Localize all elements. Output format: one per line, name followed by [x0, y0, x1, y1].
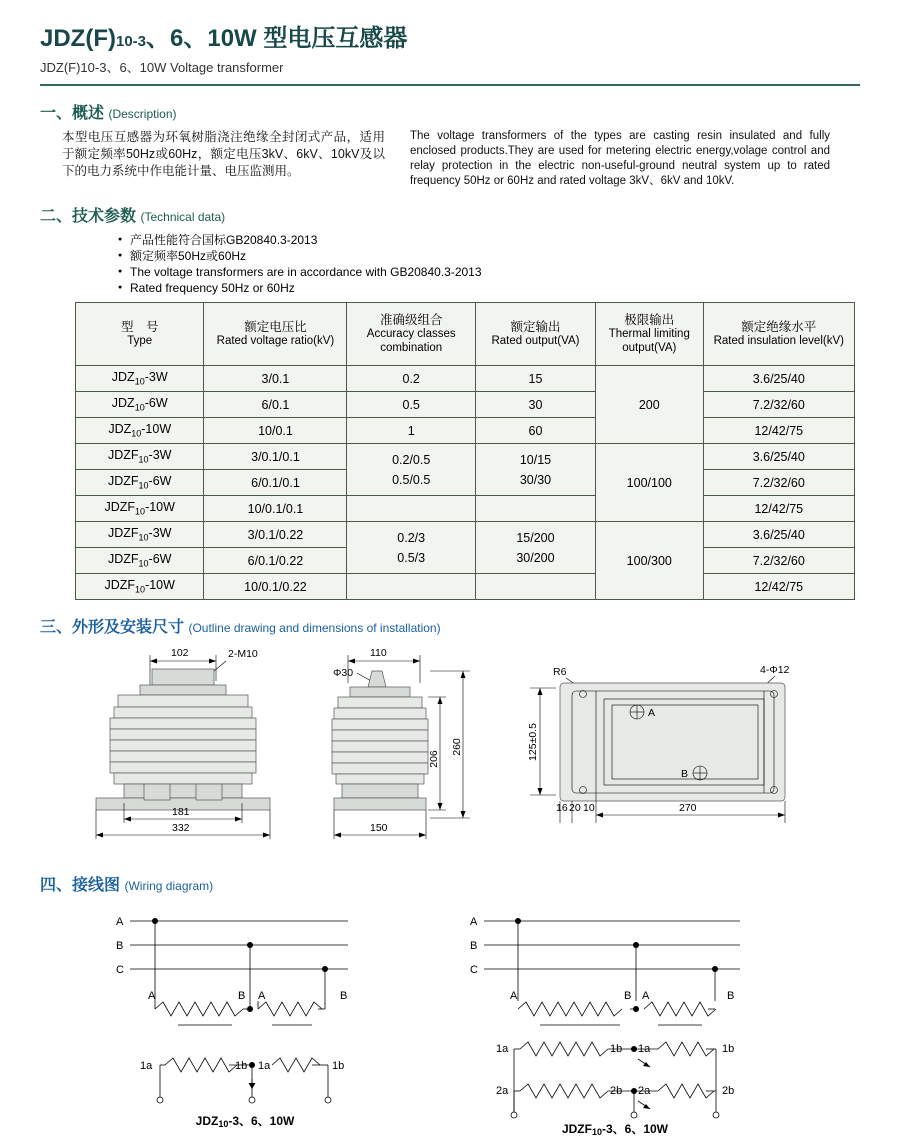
cell-output: [475, 574, 595, 600]
type-post: -6W: [148, 552, 172, 567]
cell-type: [76, 366, 204, 392]
title-rest: 、6、10W 型电压互感器: [146, 25, 408, 52]
section3-cn: 三、外形及安装尺寸: [40, 619, 185, 636]
cap-sub: 10: [591, 1127, 602, 1137]
section-heading-technical-data: [40, 203, 900, 226]
type-pre: JDZF: [107, 526, 139, 541]
svg-text:C: C: [470, 964, 478, 976]
svg-text:A: A: [648, 707, 656, 719]
type-pre: JDZF: [107, 552, 139, 567]
title-main: JDZ(F): [40, 25, 116, 52]
type-pre: JDZF: [107, 474, 139, 489]
table-body: [76, 366, 855, 600]
cap-pre: JDZ: [195, 1114, 219, 1128]
cell-type: [76, 522, 204, 548]
cell-type: [76, 418, 204, 444]
svg-text:110: 110: [370, 647, 387, 659]
cell-output: [475, 522, 595, 574]
cell-insulation: 7.2/32/60: [703, 392, 854, 418]
cell-ratio: 6/0.1: [204, 392, 347, 418]
cell-accuracy: 0.2: [347, 366, 475, 392]
type-post: -3W: [144, 370, 168, 385]
svg-text:1a: 1a: [140, 1060, 153, 1072]
svg-text:2a: 2a: [638, 1085, 651, 1097]
description-cn: 本型电压互感器为环氧树脂浇注绝缘全封闭式产品，适用于额定频率50Hz或60Hz，额定电压3kV、6kV、10kV及以下的电力系统中作电能计量、电压监测用。: [62, 130, 385, 178]
cell-insulation: 3.6/25/40: [703, 366, 854, 392]
section2-cn: 二、技术参数: [40, 208, 137, 225]
type-sub: 10: [134, 402, 145, 413]
svg-text:A: A: [116, 916, 124, 928]
type-post: -3W: [148, 448, 172, 463]
wiring-left-caption: [196, 1114, 295, 1129]
svg-text:2b: 2b: [610, 1085, 623, 1097]
cell-ratio: 3/0.1/0.1: [204, 444, 347, 470]
wiring-diagrams: [0, 897, 900, 1142]
document-header: [0, 0, 900, 76]
svg-text:4-Φ12: 4-Φ12: [760, 664, 790, 676]
svg-text:B: B: [727, 990, 735, 1002]
type-sub: 10: [131, 428, 142, 439]
table-header-cell: [204, 303, 347, 366]
type-post: -10W: [145, 500, 175, 515]
svg-text:1b: 1b: [610, 1043, 623, 1055]
type-post: -6W: [144, 396, 168, 411]
svg-text:B: B: [238, 990, 246, 1002]
cell-ratio: 3/0.1: [204, 366, 347, 392]
th-en: Rated voltage ratio(kV): [216, 335, 335, 347]
svg-text:20: 20: [569, 802, 581, 814]
svg-text:C: C: [116, 964, 124, 976]
svg-text:102: 102: [171, 647, 189, 659]
svg-text:150: 150: [370, 822, 388, 834]
base-view: [527, 664, 790, 823]
table-header-row: [76, 303, 855, 366]
svg-text:B: B: [340, 990, 348, 1002]
cell-type: [76, 574, 204, 600]
cell-thermal: 100/300: [596, 522, 704, 600]
table-row: [76, 392, 855, 418]
cell-insulation: 3.6/25/40: [703, 522, 854, 548]
cell-accuracy: 1: [347, 418, 475, 444]
cell-output: [475, 444, 595, 496]
th-cn: 额定电压比: [244, 320, 307, 334]
svg-text:Φ30: Φ30: [333, 667, 354, 679]
cell-thermal: 100/100: [596, 444, 704, 522]
svg-text:1a: 1a: [496, 1043, 509, 1055]
type-sub: 10: [138, 532, 149, 543]
page-subtitle: JDZ(F)10-3、6、10W Voltage transformer: [40, 60, 284, 75]
th-cn: 型 号: [120, 320, 159, 334]
wiring-right-caption: [562, 1122, 669, 1137]
cell-output: 30: [475, 392, 595, 418]
cell-accuracy: [347, 522, 475, 574]
cell-ratio: 10/0.1/0.22: [204, 574, 347, 600]
th-cn: 额定输出: [510, 320, 561, 334]
cell-insulation: 7.2/32/60: [703, 470, 854, 496]
svg-text:2a: 2a: [496, 1085, 509, 1097]
table-header-cell: [347, 303, 475, 366]
cell-output: 60: [475, 418, 595, 444]
title-sub: 10-3: [115, 33, 147, 50]
section4-en: (Wiring diagram): [124, 879, 214, 893]
cell-insulation: 12/42/75: [703, 574, 854, 600]
svg-text:B: B: [624, 990, 632, 1002]
cell-ratio: 10/0.1: [204, 418, 347, 444]
cell-type: [76, 548, 204, 574]
section-heading-wiring: [40, 872, 900, 895]
table-header-cell: [475, 303, 595, 366]
cell-output: 15: [475, 366, 595, 392]
section3-en: (Outline drawing and dimensions of installation): [188, 621, 441, 635]
svg-text:181: 181: [172, 806, 190, 818]
type-pre: JDZ: [111, 396, 135, 411]
cell-ratio: 10/0.1/0.1: [204, 496, 347, 522]
svg-text:A: A: [258, 990, 266, 1002]
section-heading-description: [40, 100, 900, 123]
table-row: [76, 418, 855, 444]
svg-text:260: 260: [451, 738, 463, 756]
list-item: ● 产品性能符合国标GB20840.3-2013: [118, 232, 900, 248]
cell-type: [76, 470, 204, 496]
cell-accuracy: [347, 444, 475, 496]
type-sub: 10: [138, 480, 149, 491]
svg-text:270: 270: [679, 802, 697, 814]
specification-table: [75, 302, 855, 600]
cell-ratio: 6/0.1/0.1: [204, 470, 347, 496]
type-post: -10W: [141, 422, 172, 437]
cap-pre: JDZF: [561, 1122, 592, 1136]
th-en: Rated insulation level(kV): [713, 335, 844, 347]
table-row: [76, 522, 855, 548]
list-item: ● 额定频率50Hz或60Hz: [118, 248, 900, 264]
header-divider: [40, 84, 860, 86]
side-view: [332, 647, 470, 839]
svg-text:1a: 1a: [258, 1060, 271, 1072]
type-sub: 10: [135, 506, 146, 517]
cap-post: -3、6、10W: [601, 1122, 669, 1136]
svg-text:A: A: [642, 990, 650, 1002]
svg-text:R6: R6: [553, 666, 567, 678]
type-pre: JDZ: [108, 422, 132, 437]
list-item: ● Rated frequency 50Hz or 60Hz: [118, 280, 900, 296]
list-item: ● The voltage transformers are in accordance with GB20840.3-2013: [118, 264, 900, 280]
th-cn: 极限输出: [624, 313, 675, 327]
svg-text:B: B: [116, 940, 124, 952]
svg-text:1b: 1b: [235, 1060, 248, 1072]
acc-1: 0.2/3: [397, 530, 426, 545]
svg-text:2-M10: 2-M10: [228, 648, 258, 660]
cell-ratio: 6/0.1/0.22: [204, 548, 347, 574]
table-row: [76, 496, 855, 522]
svg-text:1b: 1b: [332, 1060, 345, 1072]
cell-output: [475, 496, 595, 522]
out-2: 30/200: [516, 550, 555, 565]
svg-text:1a: 1a: [638, 1043, 651, 1055]
cell-insulation: 7.2/32/60: [703, 548, 854, 574]
type-sub: 10: [138, 558, 149, 569]
table-header-cell: [703, 303, 854, 366]
cell-ratio: 3/0.1/0.22: [204, 522, 347, 548]
section1-en: (Description): [108, 107, 177, 121]
svg-text:A: A: [148, 990, 156, 1002]
th-en: Rated output(VA): [491, 335, 580, 347]
wiring-diagram-svg: [0, 897, 900, 1137]
cell-type: [76, 496, 204, 522]
svg-text:A: A: [470, 916, 478, 928]
section4-cn: 四、接线图: [40, 877, 121, 894]
description-en: The voltage transformers of the types are casting resin insulated and fully enclosed products.They are used for metering electric energy,volage control and relay protection in the electric non-useful-ground neutral system up to rated frequency 50Hz or 60Hz and rated voltage 3kV、6kV and 10kV.: [410, 130, 830, 187]
type-sub: 10: [135, 584, 146, 595]
type-post: -10W: [145, 578, 175, 593]
table-row: [76, 444, 855, 470]
wiring-right: [470, 916, 740, 1137]
type-post: -6W: [148, 474, 172, 489]
acc-2: 0.5/3: [397, 550, 426, 565]
th-en: Type: [127, 335, 153, 347]
cap-sub: 10: [218, 1119, 229, 1129]
type-pre: JDZF: [104, 578, 136, 593]
section1-cn: 一、概述: [40, 105, 105, 122]
cell-insulation: 3.6/25/40: [703, 444, 854, 470]
svg-text:B: B: [470, 940, 478, 952]
cell-type: [76, 444, 204, 470]
out-1: 15/200: [516, 530, 555, 545]
table-head: [76, 303, 855, 366]
svg-text:16: 16: [556, 802, 568, 814]
cap-post: -3、6、10W: [228, 1114, 295, 1128]
section-heading-outline: [40, 614, 900, 637]
svg-text:125±0.5: 125±0.5: [527, 723, 539, 761]
svg-text:10: 10: [583, 802, 595, 814]
outline-drawings: [0, 643, 900, 858]
table-header-cell: [76, 303, 204, 366]
wiring-left: [116, 916, 348, 1129]
cell-accuracy: [347, 496, 475, 522]
outline-drawing-svg: [0, 643, 900, 858]
cell-thermal: 200: [596, 366, 704, 444]
cell-insulation: 12/42/75: [703, 418, 854, 444]
svg-text:2b: 2b: [722, 1085, 735, 1097]
type-sub: 10: [138, 454, 149, 465]
cell-accuracy: 0.5: [347, 392, 475, 418]
cell-insulation: 12/42/75: [703, 496, 854, 522]
svg-text:B: B: [681, 768, 689, 780]
type-post: -3W: [148, 526, 172, 541]
acc-2: 0.5/0.5: [392, 472, 431, 487]
section2-en: (Technical data): [140, 210, 226, 224]
type-pre: JDZF: [104, 500, 136, 515]
acc-1: 0.2/0.5: [392, 452, 431, 467]
th-cn: 准确级组合: [379, 313, 443, 327]
cell-accuracy: [347, 574, 475, 600]
table-row: [76, 574, 855, 600]
cell-type: [76, 392, 204, 418]
svg-text:206: 206: [428, 750, 440, 768]
front-view: [96, 647, 270, 839]
description-block: [40, 129, 860, 189]
th-cn: 额定绝缘水平: [741, 320, 817, 334]
type-pre: JDZ: [111, 370, 135, 385]
technical-bullet-list: [78, 232, 900, 296]
th-en: Thermal limiting output(VA): [608, 328, 690, 354]
svg-text:1b: 1b: [722, 1043, 735, 1055]
type-pre: JDZF: [107, 448, 139, 463]
out-1: 10/15: [519, 452, 552, 467]
th-en: Accuracy classes combination: [366, 328, 456, 354]
type-sub: 10: [134, 376, 145, 387]
svg-text:332: 332: [172, 822, 190, 834]
svg-text:A: A: [510, 990, 518, 1002]
table-header-cell: [596, 303, 704, 366]
out-2: 30/30: [519, 472, 552, 487]
page-title: [40, 18, 860, 53]
table-row: [76, 366, 855, 392]
